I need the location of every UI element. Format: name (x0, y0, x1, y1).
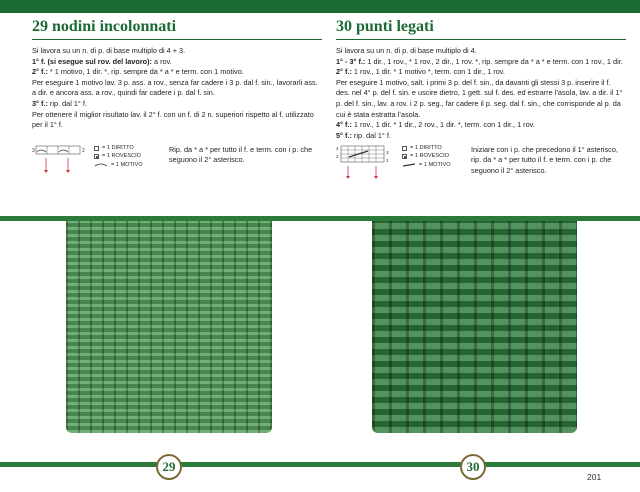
motif-symbol-icon (402, 163, 416, 167)
swatch-photo-29 (66, 221, 272, 433)
chart-legend: = 1 DIRITTO = 1 ROVESCIO = 1 MOTIVO (94, 144, 143, 169)
bottom-band (0, 462, 640, 467)
chart-note: Iniziare con i p. che precedono il 1° asterisco, rip. da * a * per tutto il f. e term. con i p. che seguono il 2° asterisco. (471, 145, 618, 175)
instructions (32, 46, 322, 131)
page-number: 201 (587, 472, 602, 482)
swatch-photo-30 (372, 221, 577, 433)
stitch-chart (336, 144, 392, 184)
svg-text:3: 3 (32, 148, 35, 154)
instruction-line: Per eseguire 1 motivo, salt. i primi 3 p. del f. sin., da davanti gli stessi 3 p. inserire il f. des. nel 4° p. del f. sin. e uscire dietro, 1 gett. sul f. des. ed estrarre l’asola, lav. a dir. il 1° p. del f. sin., lav. a rov. i 2 p. seg., far cadere il p. seg. dal f. sin., che corrisponde al p. da cui è stata estratta l’asola. (336, 77, 623, 119)
pattern-29 (32, 18, 322, 131)
instruction-line: 3° f.: rip. dal 1° f. (32, 98, 87, 108)
purl-symbol-icon (94, 154, 99, 159)
svg-text:2: 2 (82, 148, 85, 154)
knit-symbol-icon (402, 146, 407, 151)
svg-text:1: 1 (386, 158, 389, 163)
svg-text:4: 4 (336, 146, 339, 151)
instruction-line: 2° f.: 1 rov., 1 dir. * 1 motivo *, term. con 1 dir., 1 rov. (336, 67, 505, 77)
instruction-line: 1° f. (si esegue sul rov. del lavoro): a rov. (32, 56, 172, 66)
svg-text:3: 3 (386, 150, 389, 155)
pattern-number-badge: 29 (156, 454, 182, 480)
instruction-line: 5° f.: rip. dal 1° f. (336, 130, 391, 140)
instruction-line: 1° - 3° f.: 1 dir., 1 rov., * 1 rov., 2 dir., 1 rov. *, rip. sempre da * a * e term. con 1 rov., 1 dir. (336, 56, 623, 66)
instruction-line: Si lavora su un n. di p. di base multiplo di 4 + 3. (32, 46, 186, 55)
chart-30 (336, 144, 626, 184)
instruction-line: 2° f.: * 1 motivo, 1 dir. *, rip. sempre da * a * e term. con 1 motivo. (32, 67, 244, 77)
pattern-title: 30 punti legati (336, 18, 626, 40)
pattern-30 (336, 18, 626, 141)
instruction-line: Per eseguire 1 motivo lav. 3 p. ass. a rov., senza far cadere i 3 p. dal f. sin., lavorarli ass. a dir. e ancora ass. a rov., quindi far cadere i p. dal f. sin. (32, 77, 318, 98)
purl-symbol-icon (402, 154, 407, 159)
pattern-title: 29 nodini incolonnati (32, 18, 322, 40)
instruction-line: 4° f.: 1 rov., 1 dir. * 1 dir., 2 rov., 1 dir. *, term. con 1 dir., 1 rov. (336, 120, 535, 130)
top-band (0, 0, 640, 13)
chart-legend: = 1 DIRITTO = 1 ROVESCIO = 1 MOTIVO (402, 144, 451, 169)
svg-text:2: 2 (336, 154, 339, 159)
chart-note: Rip. da * a * per tutto il f. e term. con i p. che seguono il 2° asterisco. (169, 145, 313, 165)
stitch-chart (32, 144, 88, 176)
instruction-line: Si lavora su un n. di p. di base multiplo di 4. (336, 46, 477, 55)
instructions (336, 46, 626, 141)
chart-29 (32, 144, 322, 184)
knit-symbol-icon (94, 146, 99, 151)
motif-symbol-icon (94, 163, 108, 167)
instruction-line: Per ottenere il miglior risultato lav. il 2° f. con un f. di 2 n. superiori rispetto al f. utilizzato per il 1° f. (32, 109, 314, 130)
pattern-number-badge: 30 (460, 454, 486, 480)
